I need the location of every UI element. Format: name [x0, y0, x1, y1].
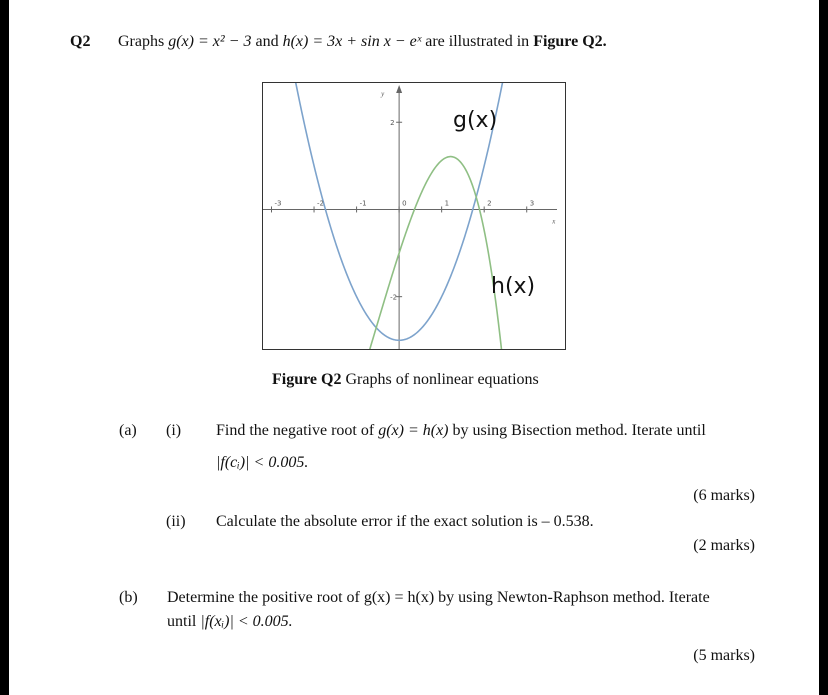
h-curve	[263, 157, 565, 349]
caption-bold: Figure Q2	[272, 371, 342, 388]
a-i-equation: g(x) = h(x)	[378, 422, 449, 439]
right-frame-edge	[819, 0, 828, 695]
graph-plot	[263, 83, 565, 349]
y-axis-arrow	[396, 85, 402, 93]
and-word: and	[255, 33, 279, 50]
y-tick-label: -2	[390, 293, 398, 302]
x-tick-label: -2	[317, 199, 325, 208]
intro-pre: Graphs	[118, 33, 165, 50]
figure-caption	[272, 370, 539, 390]
question-number: Q2	[70, 33, 91, 50]
part-a-ii-label: (ii)	[166, 513, 186, 530]
a-ii-marks: (2 marks)	[693, 537, 755, 554]
x-tick-label: 0	[402, 199, 407, 208]
g-definition: g(x) = x² − 3	[168, 33, 252, 50]
x-tick-label: 3	[529, 199, 535, 208]
handwritten-label-h: h(x)	[491, 274, 536, 299]
left-frame-edge	[0, 0, 9, 695]
part-b-label: (b)	[119, 589, 138, 606]
h-definition: h(x) = 3x + sin x − eˣ	[282, 33, 422, 50]
part-a-i-label: (i)	[166, 422, 182, 439]
a-ii-text: Calculate the absolute error if the exact solution is – 0.538.	[216, 513, 594, 530]
a-i-condition: |f(cᵢ)| < 0.005.	[216, 454, 309, 471]
b-condition: |f(xᵢ)| < 0.005.	[200, 613, 293, 630]
b-text-line1: Determine the positive root of g(x) = h(x) by using Newton-Raphson method. Iterate	[167, 589, 710, 606]
x-tick-label: 2	[487, 199, 492, 208]
x-tick-label: 1	[444, 199, 450, 208]
figure-q2	[262, 82, 566, 350]
a-i-marks: (6 marks)	[693, 487, 755, 504]
b-marks: (5 marks)	[693, 647, 755, 664]
b-text-line2	[167, 612, 293, 632]
handwritten-label-g: g(x)	[453, 108, 498, 133]
part-a-label: (a)	[119, 422, 137, 439]
x-tick-label: -3	[274, 199, 282, 208]
a-i-text-pre: Find the negative root of	[216, 422, 375, 439]
x-axis-label: x	[552, 217, 556, 226]
x-tick-label: -1	[359, 199, 367, 208]
question-intro	[118, 32, 607, 52]
y-axis-label: y	[381, 90, 385, 99]
part-a-i-text	[216, 421, 706, 441]
intro-post: are illustrated in	[425, 33, 530, 50]
a-i-text-post: by using Bisection method. Iterate until	[452, 422, 706, 439]
y-tick-label: 2	[390, 119, 395, 128]
figure-reference: Figure Q2.	[533, 33, 607, 50]
b-until: until	[167, 613, 197, 630]
caption-text: Graphs of nonlinear equations	[345, 371, 539, 388]
